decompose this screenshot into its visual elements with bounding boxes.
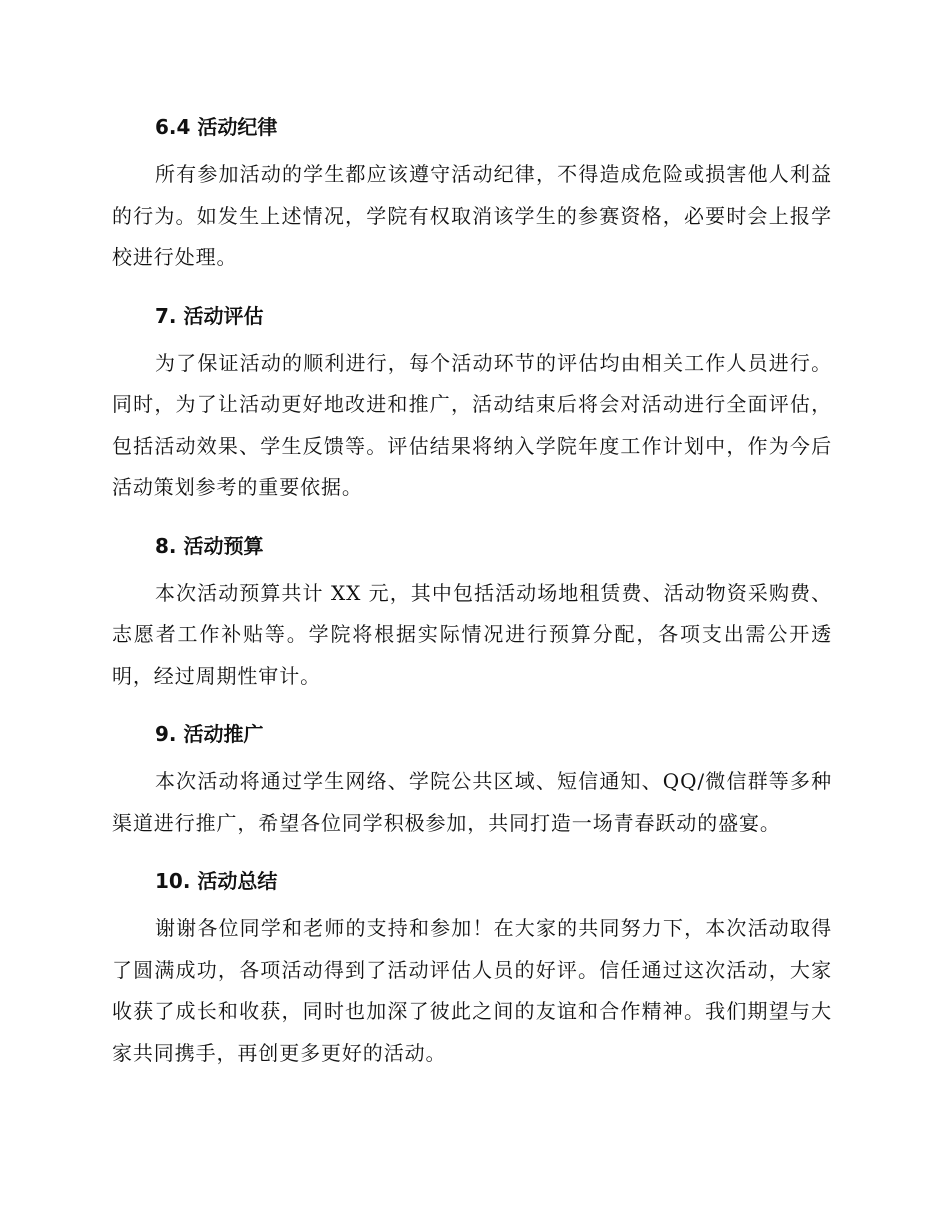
section-heading: 7. 活动评估 (155, 303, 264, 328)
section-paragraph: 本次活动预算共计 XX 元，其中包括活动场地租赁费、活动物资采购费、志愿者工作补贴等。学院将根据实际情况进行预算分配，各项支出需公开透明，经过周期性审计。 (112, 580, 832, 688)
section-activity-budget (112, 525, 832, 698)
section-heading: 8. 活动预算 (155, 533, 264, 558)
section-activity-promotion (112, 713, 832, 844)
section-activity-summary (112, 860, 832, 1074)
section-heading: 6.4 活动纪律 (155, 115, 278, 139)
document-body (112, 106, 832, 1090)
section-activity-discipline (112, 106, 832, 279)
section-activity-evaluation (112, 295, 832, 509)
section-paragraph: 本次活动将通过学生网络、学院公共区域、短信通知、QQ/微信群等多种渠道进行推广，希望各位同学积极参加，共同打造一场青春跃动的盛宴。 (112, 769, 832, 835)
section-paragraph: 所有参加活动的学生都应该遵守活动纪律，不得造成危险或损害他人利益的行为。如发生上述情况，学院有权取消该学生的参赛资格，必要时会上报学校进行处理。 (112, 162, 832, 269)
section-paragraph: 为了保证活动的顺利进行，每个活动环节的评估均由相关工作人员进行。同时，为了让活动更好地改进和推广，活动结束后将会对活动进行全面评估，包括活动效果、学生反馈等。评估结果将纳入学院年度工作计划中，作为今后活动策划参考的重要依据。 (112, 350, 832, 499)
section-heading: 10. 活动总结 (155, 869, 278, 893)
section-heading: 9. 活动推广 (155, 722, 264, 746)
section-paragraph: 谢谢各位同学和老师的支持和参加！在大家的共同努力下，本次活动取得了圆满成功，各项活动得到了活动评估人员的好评。信任通过这次活动，大家收获了成长和收获，同时也加深了彼此之间的友谊和合作精神。我们期望与大家共同携手，再创更多更好的活动。 (112, 916, 832, 1065)
